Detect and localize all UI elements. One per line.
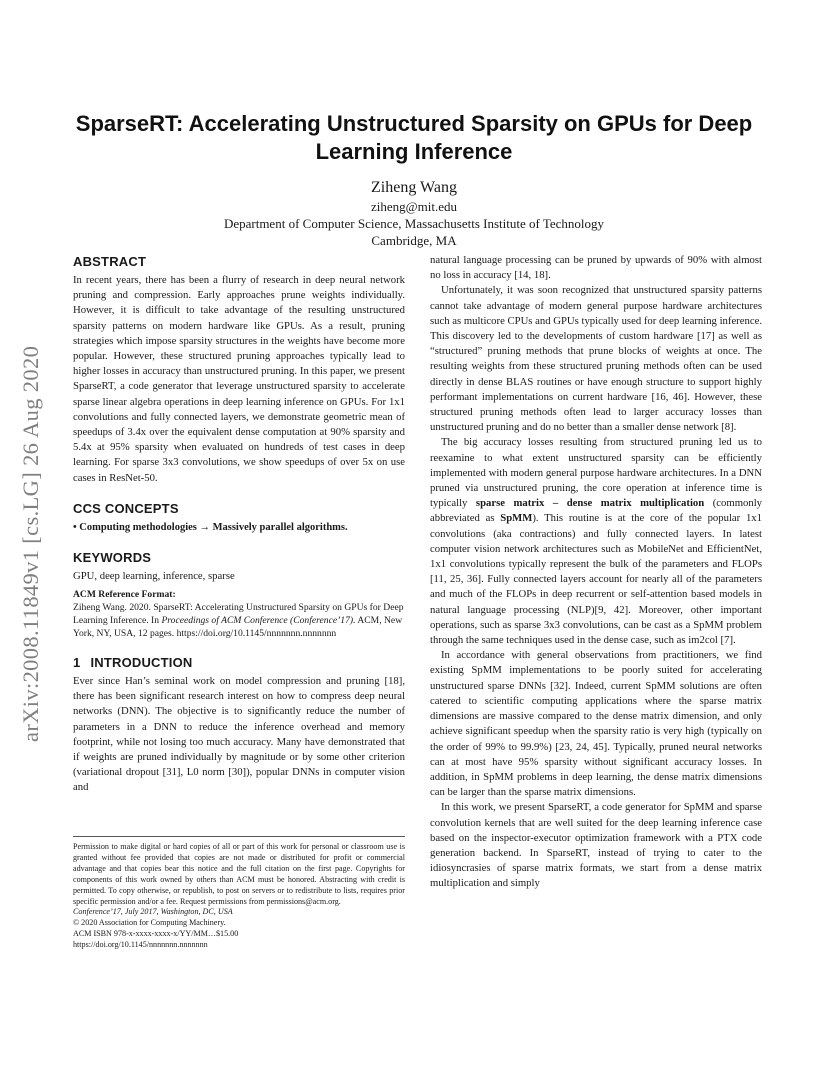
author-affiliation: Department of Computer Science, Massachusetts Institute of Technology	[223, 216, 605, 231]
keywords-section	[73, 549, 405, 640]
title-line-1: SparseRT: Accelerating Unstructured Sparsity on GPUs for Deep	[75, 111, 753, 136]
ccs-heading: CCS CONCEPTS	[73, 500, 179, 516]
acm-reference-text	[73, 601, 405, 640]
section-number: 1	[73, 655, 81, 671]
spmm-abbreviation: SpMM	[500, 512, 533, 525]
author-location: Cambridge, MA	[371, 233, 457, 248]
footnote-rule	[73, 836, 405, 837]
sparsert-overview-paragraph: In this work, we present SparseRT, a code generator for SpMM and sparse convolution kernels that are well suited for the deep learning inference case based on the inspector-executor optimization framework with a PTX code generation backend. In SparseRT, instead of trying to cater to the idiosyncrasies of sparse matrix formats, we start from a dense matrix multiplication and simply	[430, 801, 762, 890]
acm-reference-venue: Proceedings of ACM Conference (Conference’17).	[161, 615, 356, 627]
abstract-section	[73, 253, 405, 486]
spmm-text-pre: The big accuracy losses resulting from structured pruning led us to reexamine to what extent unstructured sparsity can be efficiently implemented with modern general purpose hardware architectures. In a DNN pruned via unstructured pruning, the core operation at inference time is typically	[430, 436, 762, 510]
conference-info	[73, 907, 405, 918]
ccs-text: • Computing methodologies → Massively parallel algorithms.	[73, 521, 348, 533]
abstract-heading: ABSTRACT	[73, 254, 147, 269]
doi-line: https://doi.org/10.1145/nnnnnnn.nnnnnnn	[73, 940, 208, 950]
isbn-line: ACM ISBN 978-x-xxxx-xxxx-x/YY/MM…$15.00	[73, 929, 239, 939]
abstract-text: In recent years, there has been a flurry of research in deep neural network pruning and compression. Early approaches prune weights individually. However, it is difficult to take advantage of the resulting unstructured sparsity patterns on modern hardware like GPUs. As a result, pruning strategies which impose sparsity structures in the weights have become more popular. However, these structured pruning approaches typically lead to higher losses in accuracy than unstructured pruning. In this paper, we present SparseRT, a code generator that leverage unstructured sparsity to accelerate sparse linear algebra operations in deep learning inference on GPUs. For 1x1 convolutions and fully connected layers, we demonstrate geometric mean of speedups of 3.4x over the equivalent dense computation at 90% sparsity and 5.4x at 95% sparsity when evaluated on hundreds of test cases in deep learning. For sparse 3x3 convolutions, we show speedups of over 5x on use cases in ResNet-50.	[73, 274, 405, 484]
title-line-2: Learning Inference	[315, 139, 513, 164]
spmm-text-mid: (commonly abbreviated as	[430, 497, 763, 525]
ccs-section	[73, 500, 405, 535]
copyright-line: © 2020 Association for Computing Machinery.	[73, 918, 226, 928]
section-title: INTRODUCTION	[90, 655, 193, 671]
spmm-text-post: ). This routine is at the core of the popular 1x1 convolutions (aka contractions) and fully connected layers. In latest computer vision network architectures such as MobileNet and EfficientNet, 1x1 convolutions typically represent the bulk of the parameters and FLOPs [11, 25, 36]. Fully connected layers account for nearly all of the parameters and much of the FLOPs in deep recurrent or self-attention based models in natural language processing (NLP)[9, 42]. Moreover, other important operations, such as sparse 3x3 convolutions, can be cast as a SpMM problem through the same techniques used in the dense case, such as im2col [7].	[430, 512, 762, 647]
permission-text: Permission to make digital or hard copies of all or part of this work for personal or classroom use is granted without fee provided that copies are not made or distributed for profit or commercial advantage and that copies bear this notice and the full citation on the first page. Copyrights for components of this work owned by others than ACM must be honored. Abstracting with credit is permitted. To copy otherwise, or republish, to post on servers or to redistribute to lists, requires prior specific permission and/or a fee. Request permissions from permissions@acm.org.	[73, 842, 405, 906]
keywords-text: GPU, deep learning, inference, sparse	[73, 569, 235, 582]
right-column	[430, 253, 762, 892]
conference-name: Conference’17, July 2017, Washington, DC, USA	[73, 907, 233, 917]
acm-reference-post: ACM, New York, NY, USA, 12 pages. https://doi.org/10.1145/nnnnnnn.nnnnnnn	[73, 615, 403, 640]
spmm-paragraph	[430, 435, 762, 648]
arxiv-identifier-stamp: arXiv:2008.11849v1 [cs.LG] 26 Aug 2020	[18, 345, 43, 742]
spmm-term: sparse matrix – dense matrix multiplication	[475, 497, 705, 510]
keywords-heading: KEYWORDS	[73, 549, 152, 565]
structured-pruning-paragraph: Unfortunately, it was soon recognized that unstructured sparsity patterns cannot take advantage of modern general purpose hardware architectures such as multicore CPUs and GPUs typically used for deep learning inference. This discovery led to the developments of custom hardware [17] as well as “structured” pruning methods that prune blocks of weights at once. The resulting weights from these structured pruning methods often can be used directly in dense BLAS routines or have enough structure to support highly performant implementations on current hardware [16, 46]. However, these structured pruning methods often lead to larger accuracy losses than unstructured pruning and do no better than a smaller dense network [8].	[430, 284, 762, 434]
introduction-heading	[73, 654, 405, 671]
permission-footnote	[73, 836, 405, 951]
introduction-section	[73, 654, 405, 796]
paper-title	[60, 110, 768, 166]
introduction-paragraph-1: Ever since Han’s seminal work on model compression and pruning [18], there has been significant research interest on how to compress deep neural networks (DNN). The objective is to significantly reduce the number of parameters in a DNN to reduce the inference overhead and memory footprint, while not losing too much accuracy. Many have demonstrated that if weights are pruned individually by magnitude or by some other criterion (variational dropout [31], L0 norm [30]), popular DNNs in computer vision and	[73, 675, 405, 794]
acm-reference-pre: Ziheng Wang. 2020. SparseRT: Accelerating Unstructured Sparsity on GPUs for Deep Learning Inference. In	[73, 602, 404, 627]
intro-continued-paragraph: natural language processing can be pruned by upwards of 90% with almost no loss in accuracy [14, 18].	[430, 254, 762, 282]
author-email: ziheng@mit.edu	[371, 199, 457, 214]
author-block	[60, 178, 768, 249]
left-column	[73, 253, 405, 796]
acm-reference-heading: ACM Reference Format:	[73, 589, 176, 601]
existing-implementations-paragraph: In accordance with general observations from practitioners, we find existing SpMM implementations to be poorly suited for accelerating unstructured sparse DNNs [32]. Indeed, current SpMM solutions are often catered to scientific computing applications where the sparse matrix dimensions are massive compared to the dense matrix dimension, and only achieve significant speedup when the sparsity ratio is very high (typically on the order of 99% to 99.9%) [23, 24, 45]. Typically, pruned neural networks can at most have 95% sparsity without significant accuracy losses. In addition, in SpMM problems in deep learning, the dense matrix dimensions can be larger than the sparse matrix dimensions.	[430, 649, 762, 799]
author-name: Ziheng Wang	[371, 179, 457, 196]
